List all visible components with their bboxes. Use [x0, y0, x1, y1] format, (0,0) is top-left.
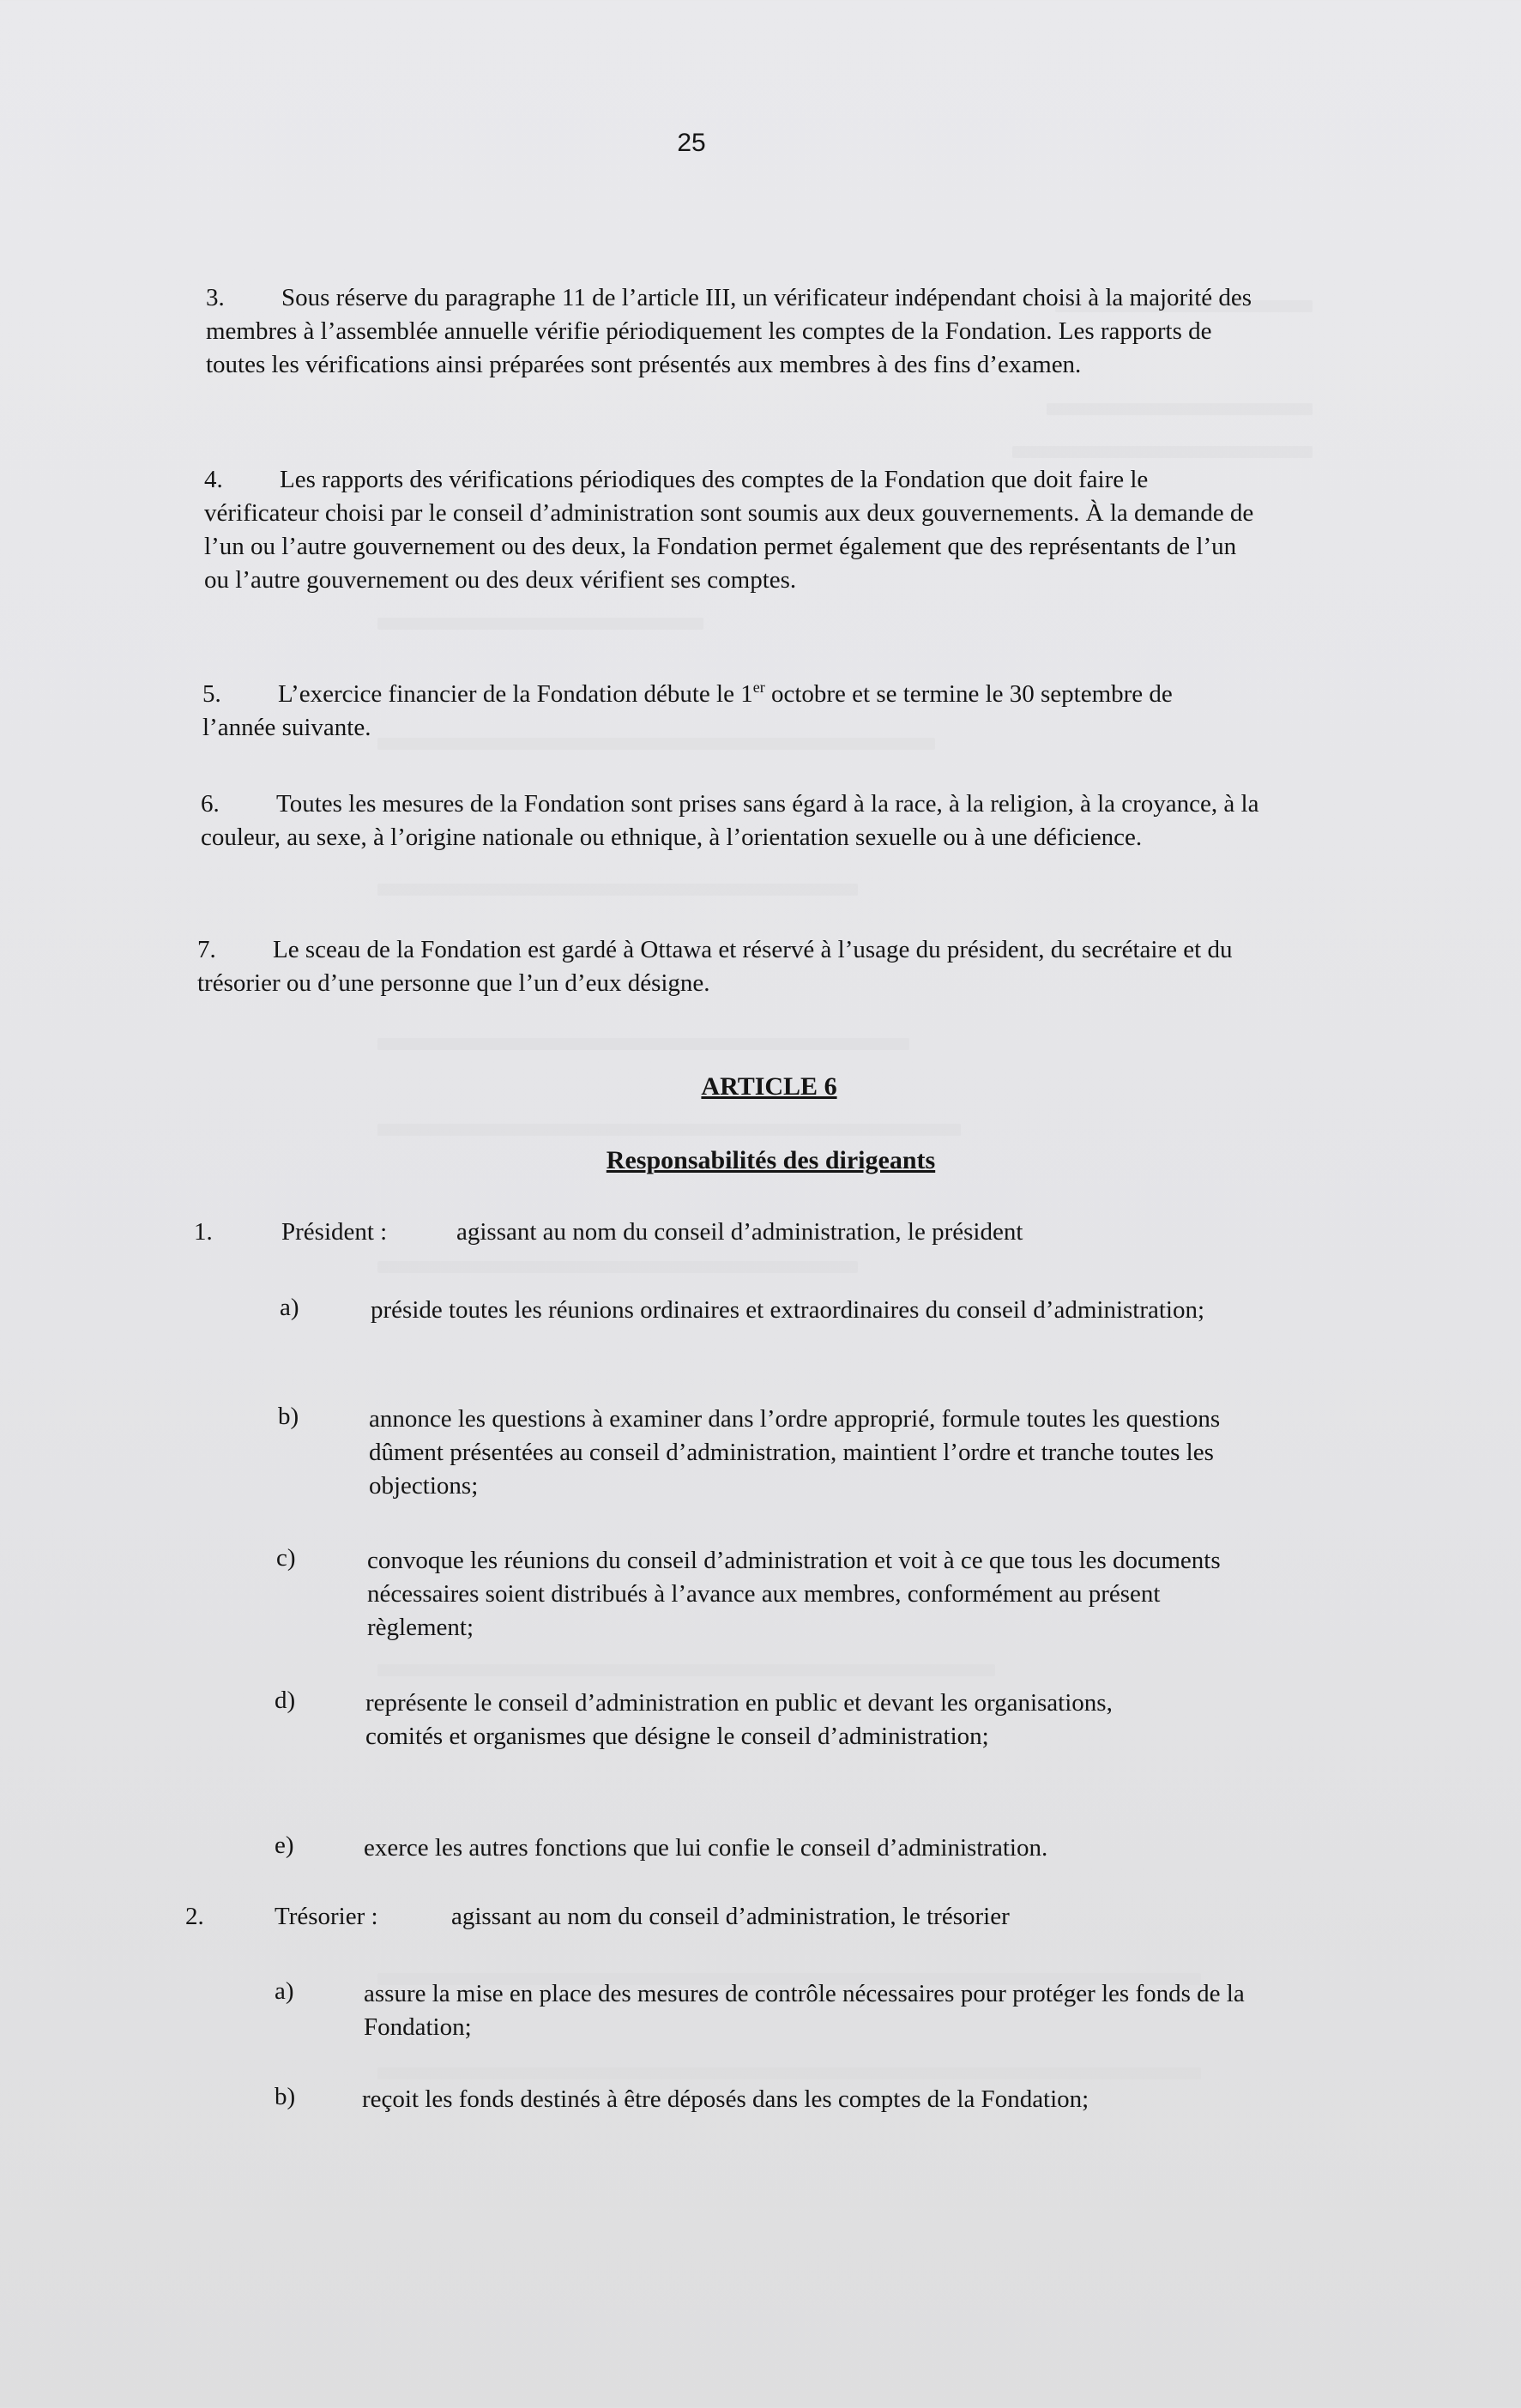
sub-letter: b): [275, 2083, 296, 2110]
ordinal-superscript: er: [752, 679, 765, 696]
paragraph-text: L’exercice financier de la Fondation débute le 1: [278, 680, 753, 708]
paragraph-text: Les rapports des vérifications périodiques des comptes de la Fondation que doit faire le vérificateur choisi par le conseil d’administration sont soumis aux deux gouvernements. À la demande de l’un ou l’autre gouvernement ou des deux, la Fondation permet également que des représentants de l’un ou l’autre gouvernement ou des deux vérifient ses comptes.: [204, 466, 1254, 594]
item-intro: agissant au nom du conseil d’administration, le président: [456, 1218, 1023, 1246]
paragraph-text: Le sceau de la Fondation est gardé à Ottawa et réservé à l’usage du président, du secrétaire et du trésorier ou d’une personne que l’un d’eux désigne.: [197, 936, 1233, 997]
paragraph-4: [204, 463, 1261, 597]
sub-item-text: annonce les questions à examiner dans l’ordre approprié, formule toutes les questions dûment présentées au conseil d’administration, maintient l’ordre et tranche toutes les objections;: [369, 1405, 1221, 1500]
paragraph-5: [202, 678, 1189, 745]
paragraph-text: Sous réserve du paragraphe 11 de l’article III, un vérificateur indépendant choisi à la majorité des membres à l’assemblée annuelle vérifie périodiquement les comptes de la Fondation. Les rapports de toutes les vérifications ainsi préparées sont présentés aux membres à des fins d’examen.: [206, 284, 1252, 378]
sub-letter: c): [276, 1544, 296, 1572]
sub-item-text: représente le conseil d’administration en public et devant les organisations, comités et organismes que désigne le conseil d’administration;: [365, 1689, 1113, 1750]
item-label-president: Président :: [281, 1218, 388, 1246]
article-title: ARTICLE 6: [701, 1072, 837, 1101]
item-number: 1.: [194, 1218, 213, 1246]
item-number: 2.: [185, 1903, 204, 1930]
sub-item-text: préside toutes les réunions ordinaires et extraordinaires du conseil d’administration;: [371, 1296, 1205, 1324]
item-label-tresorier: Trésorier :: [275, 1903, 378, 1930]
sub-letter: a): [280, 1294, 299, 1321]
paragraph-number: 5.: [202, 680, 221, 708]
paragraph-number: 3.: [206, 284, 225, 311]
paragraph-3: [206, 281, 1261, 382]
paragraph-text: Toutes les mesures de la Fondation sont prises sans égard à la race, à la religion, à la croyance, à la couleur, au sexe, à l’origine nationale ou ethnique, à l’orientation sexuelle ou à une déficience.: [201, 790, 1259, 851]
paragraph-number: 4.: [204, 466, 223, 493]
section-title: Responsabilités des dirigeants: [606, 1146, 936, 1174]
sub-item-text: convoque les réunions du conseil d’administration et voit à ce que tous les documents nécessaires soient distribués à l’avance aux membres, conformément au présent règlement;: [367, 1547, 1221, 1641]
paragraph-number: 7.: [197, 936, 216, 963]
sub-item-text: exerce les autres fonctions que lui confie le conseil d’administration.: [364, 1834, 1048, 1862]
sub-letter: a): [275, 1977, 294, 2005]
paragraph-text-cont: octobre et se termine le 30 septembre de l’année suivante.: [202, 680, 1173, 741]
sub-item-text: reçoit les fonds destinés à être déposés dans les comptes de la Fondation;: [362, 2085, 1089, 2113]
sub-letter: d): [275, 1687, 296, 1714]
page-number: 25: [677, 129, 706, 157]
paragraph-7: [197, 933, 1261, 1000]
item-intro: agissant au nom du conseil d’administration, le trésorier: [451, 1903, 1010, 1930]
sub-letter: b): [278, 1403, 299, 1430]
sub-item-text: assure la mise en place des mesures de contrôle nécessaires pour protéger les fonds de la Fondation;: [364, 1980, 1245, 2041]
paragraph-number: 6.: [201, 790, 220, 818]
paragraph-6: [201, 788, 1264, 854]
sub-letter: e): [275, 1832, 294, 1859]
